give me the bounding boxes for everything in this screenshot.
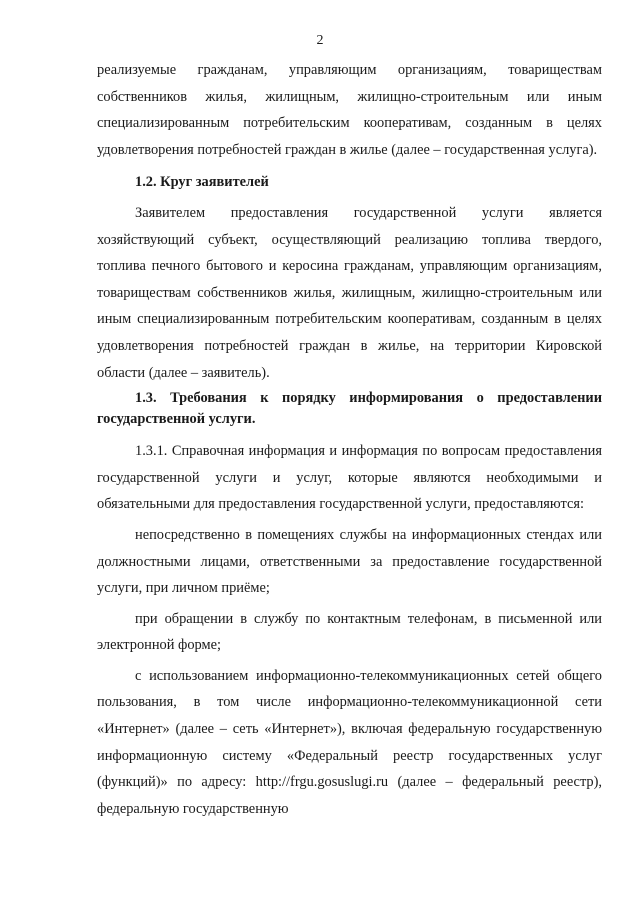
paragraph-intro-continuation: реализуемые гражданам, управляющим организациям, товариществам собственников жилья, жилищным, жилищно-строительным или иным специализированным потребительским кооперативам, созданным в целях удовлетворения потребностей граждан в жилье (далее – государственная услуга). [97,62,602,158]
section-heading-1-2: 1.2. Круг заявителей [135,174,269,191]
paragraph-direct: непосредственно в помещениях службы на информационных стендах или должностными лицами, ответственными за предоставление государственной услуги, при личном приёме; [97,526,602,597]
paragraph-contact: при обращении в службу по контактным телефонам, в письменной или электронной форме; [97,610,602,654]
page-number: 2 [316,33,324,48]
paragraph-1-3-1: 1.3.1. Справочная информация и информация по вопросам предоставления государственной услуги и услуг, которые являются необходимыми и обязательными для предоставления государственной услуги, предоставляются: [97,443,602,513]
section-heading-1-3: 1.3. Требования к порядку информирования о предоставлении государственной услуги. [97,390,602,428]
paragraph-applicants: Заявителем предоставления государственной услуги является хозяйствующий субъект, осуществляющий реализацию топлива твердого, топлива печного бытового и керосина гражданам, управляющим организациям, товариществам собственников жилья, жилищным, жилищно-строительным или иным специализированным потребительским кооперативам, созданным в целях удовлетворения потребностей граждан в жилье, на территории Кировской области (далее – заявитель). [97,204,602,381]
document-body [97,57,602,822]
paragraph-networks: с использованием информационно-телекоммуникационных сетей общего пользования, в том числе информационно-телекоммуникационной сети «Интернет» (далее – сеть «Интернет»), включая федеральную государственную информационную систему «Федеральный реестр государственных услуг (функций)» по адресу: http://frgu.gosuslugi.ru (далее – федеральный реестр), федеральную государственную [97,667,602,817]
